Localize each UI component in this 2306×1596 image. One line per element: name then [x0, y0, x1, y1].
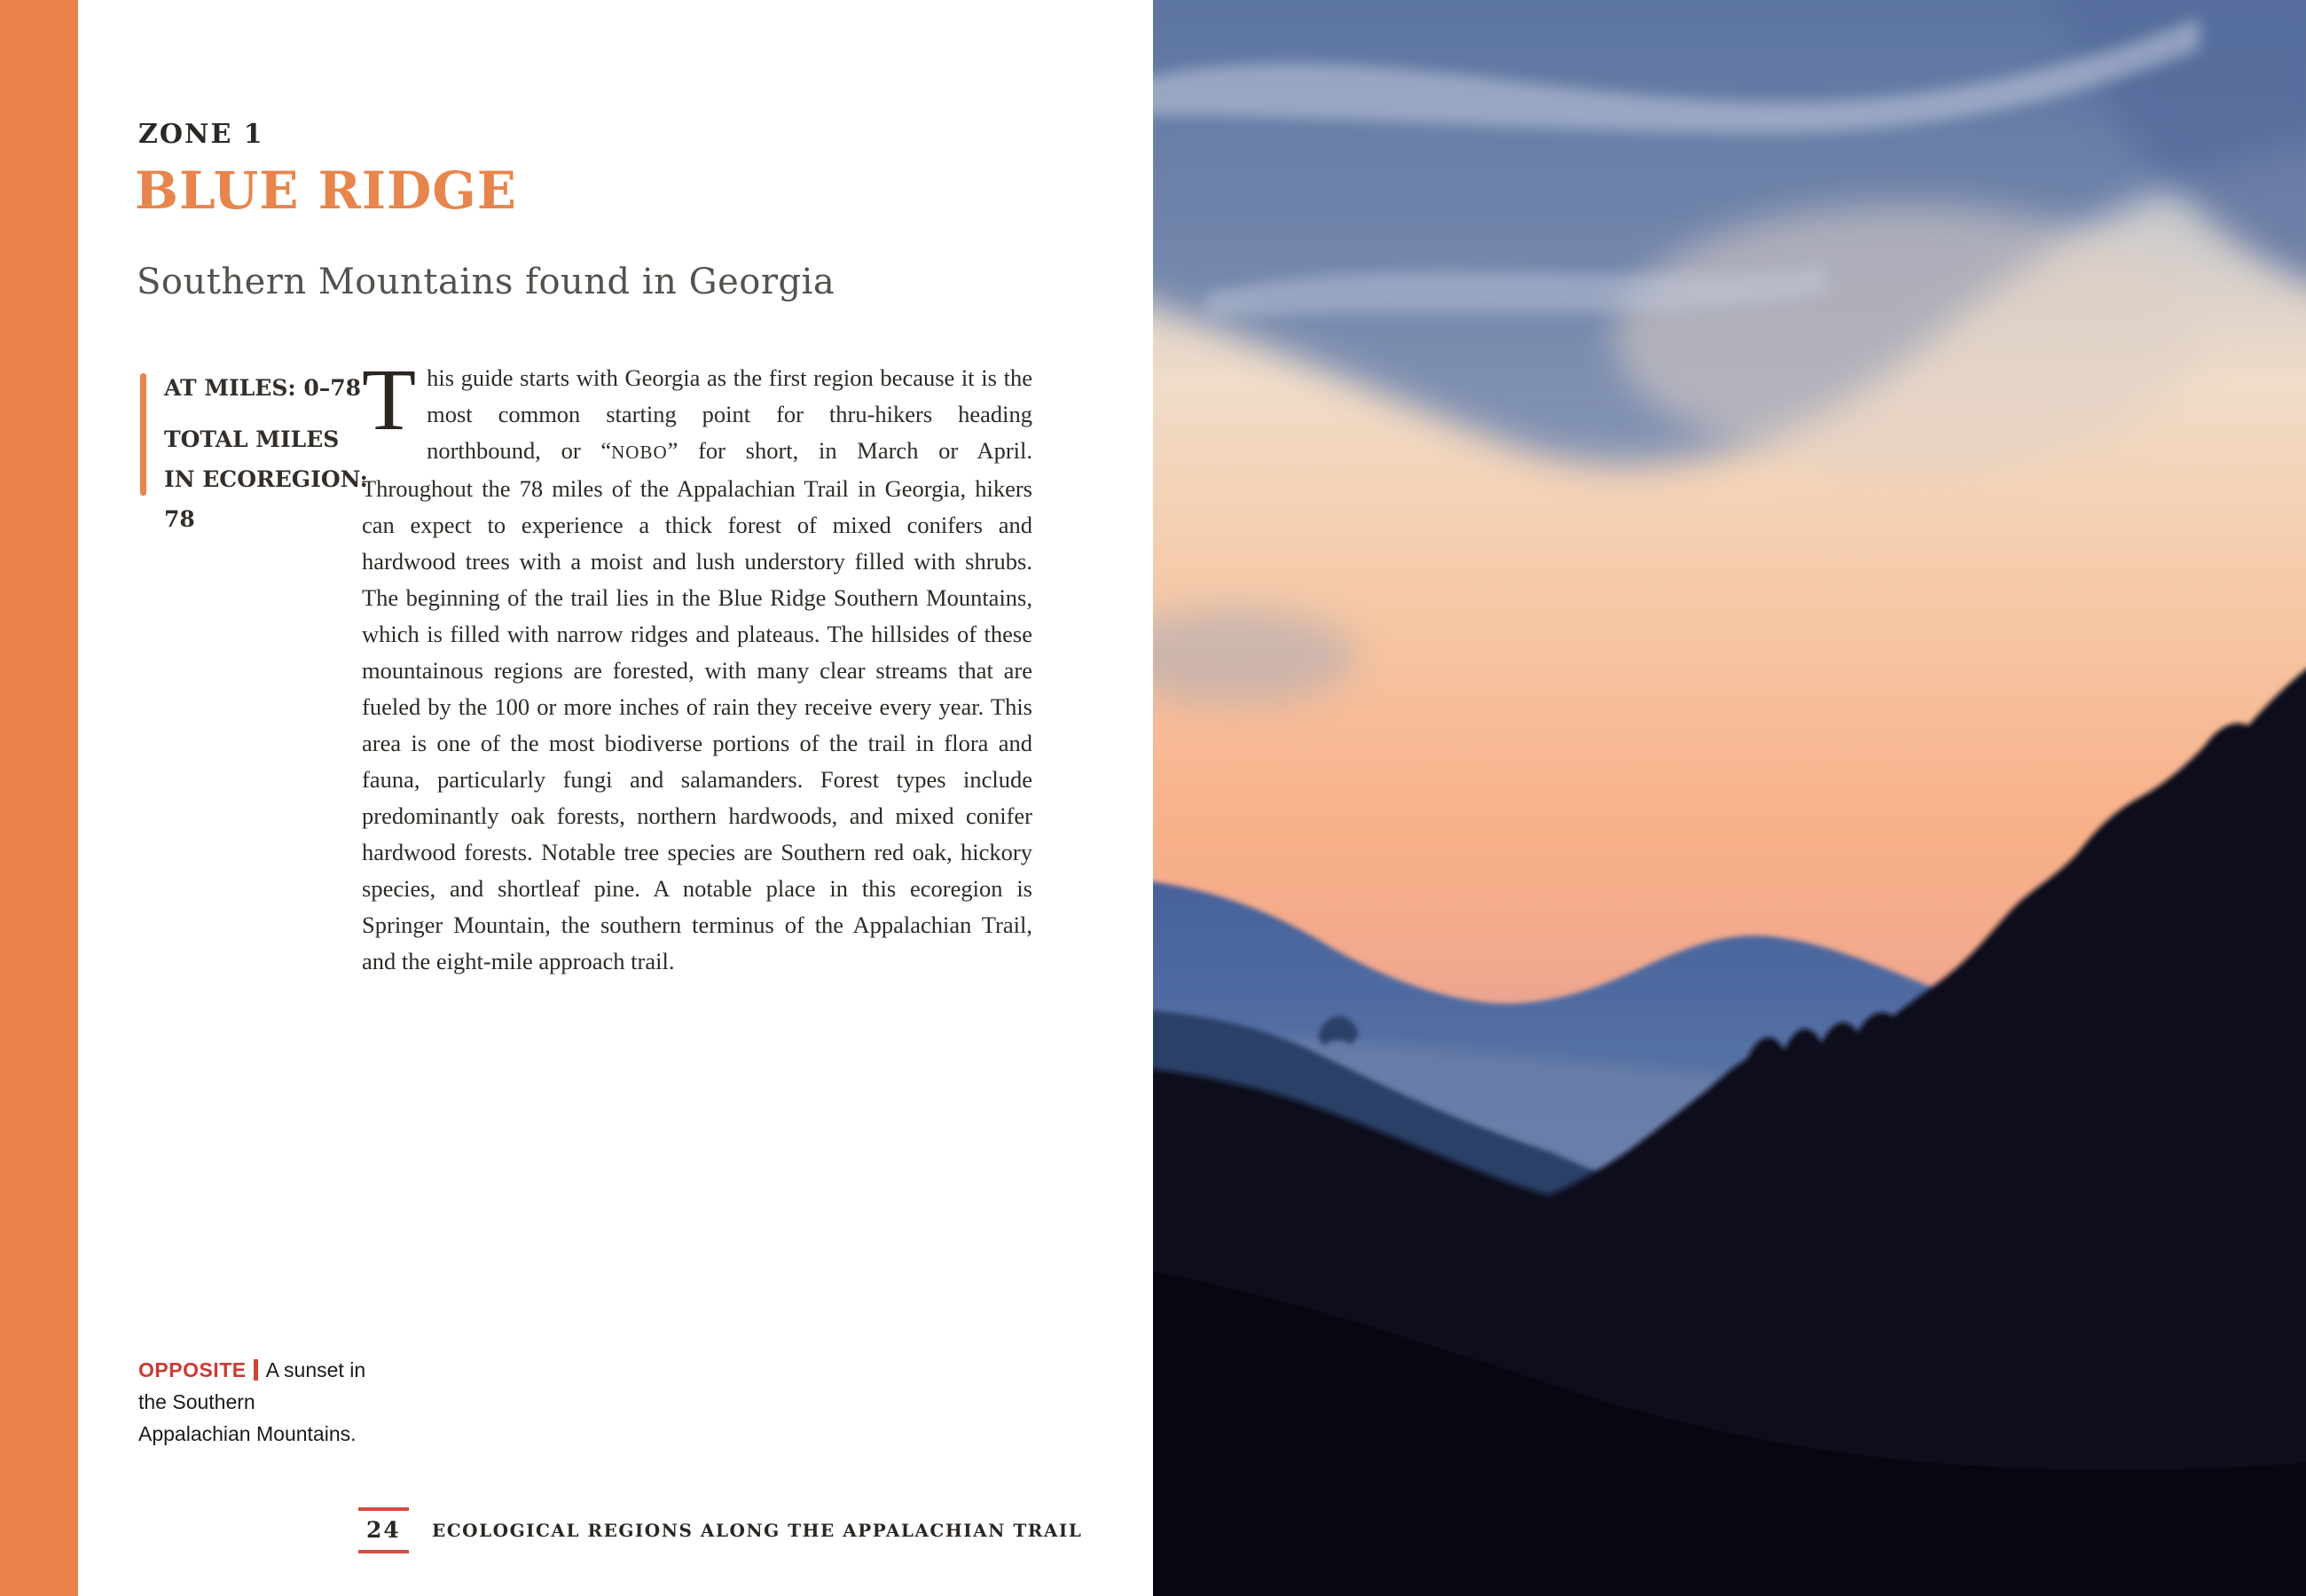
stat-total-miles-label: TOTAL MILES IN ECOREGION: [164, 426, 368, 492]
photo-caption [138, 1354, 371, 1450]
caption-label: OPPOSITE [138, 1358, 247, 1381]
stat-total-miles-value: 78 [164, 506, 195, 532]
sunset-photo [1153, 0, 2306, 1596]
running-title: ECOLOGICAL REGIONS ALONG THE APPALACHIAN TRAIL [432, 1520, 1083, 1541]
sunset-photo-illustration [1153, 0, 2306, 1596]
stat-at-miles-value: 0–78 [303, 375, 362, 401]
spine-stripe [0, 0, 78, 1596]
chapter-title: BLUE RIDGE [135, 160, 517, 221]
caption-separator-bar [254, 1359, 258, 1381]
stat-total-miles [164, 419, 368, 539]
drop-cap: T [362, 350, 417, 449]
cloud-pale-patch [1614, 204, 2200, 470]
body-text-lead: his guide starts with Georgia as the first region because it is the most common starting point for thru-hikers heading northbound, or “ [427, 364, 1032, 464]
ecoregion-stats [164, 368, 368, 551]
stat-at-miles [164, 368, 368, 408]
nobo-smallcaps: NOBO [611, 442, 668, 463]
body-text-rest: ” for short, in March or April. Throughout the 78 miles of the Appalachian Trail in Georgia, hikers can expect to experience a thick forest of mixed conifers and hardwood trees with a moist and lush understory filled with shrubs. The beginning of the trail lies in the Blue Ridge Southern Mountains, which is filled with narrow ridges and plateaus. The hillsides of these mountainous regions are forested, with many clear streams that are fueled by the 100 or more inches of rain they receive every year. This area is one of the most biodiverse portions of the trail in flora and fauna, particularly fungi and salamanders. Forest types include predominantly oak forests, northern hardwoods, and mixed conifer hardwood forests. Notable tree species are Southern red oak, hickory species, and shortleaf pine. A notable place in this ecoregion is Springer Mountain, the southern terminus of the Appalachian Trail, and the eight-mile approach trail. [362, 437, 1032, 974]
body-paragraph [362, 350, 1032, 980]
zone-kicker: ZONE 1 [138, 119, 264, 150]
chapter-subtitle: Southern Mountains found in Georgia [137, 262, 835, 302]
body-text-column [362, 350, 1032, 980]
caption-text: A sunset in the Southern Appalachian Mountains. [138, 1358, 366, 1445]
stats-accent-bar [140, 373, 146, 496]
page-number: 24 [358, 1507, 409, 1553]
stat-at-miles-label: AT MILES: [164, 375, 296, 401]
